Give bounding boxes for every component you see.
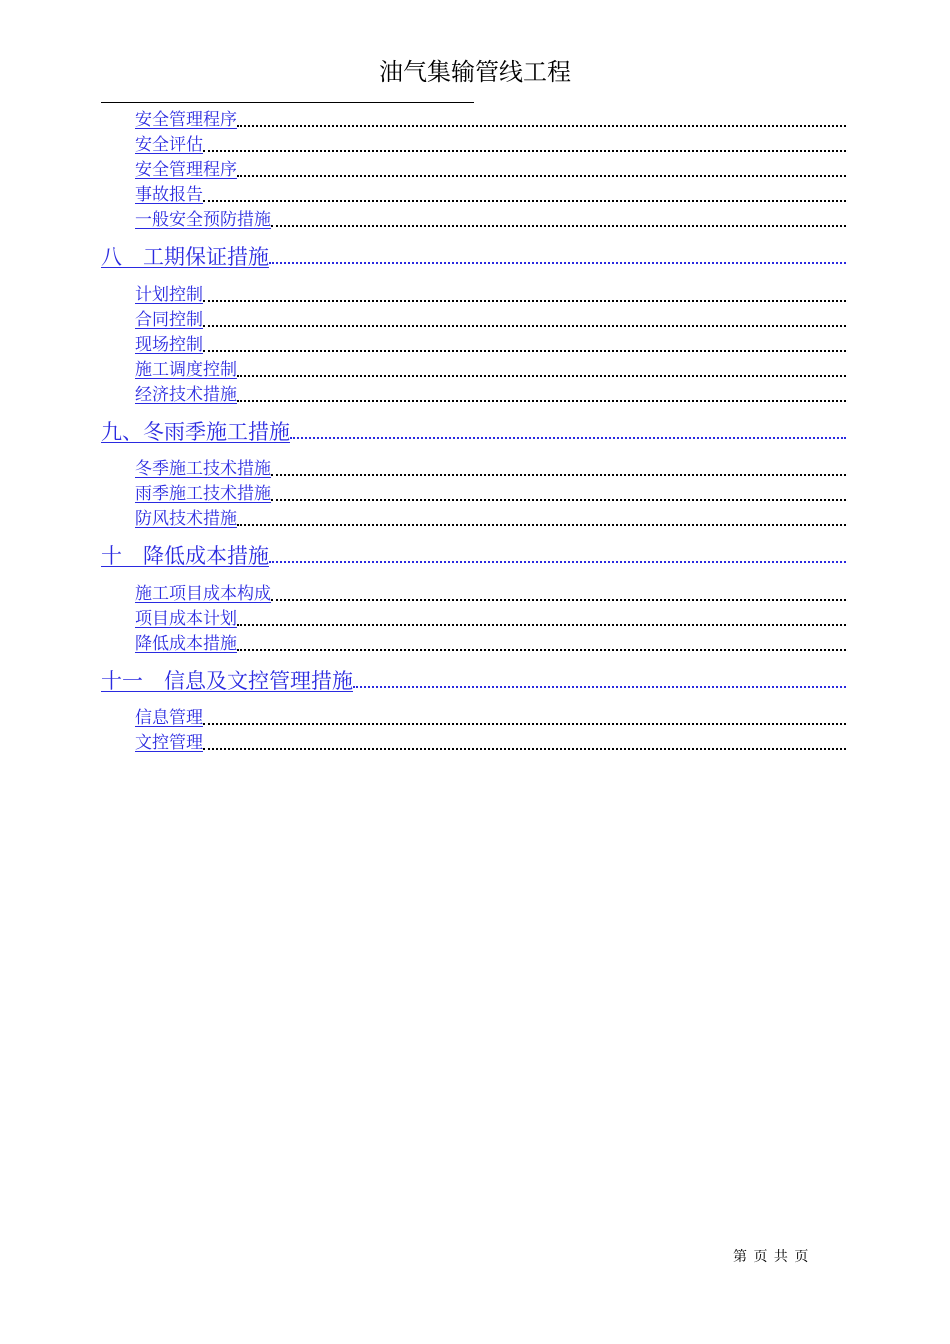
toc-dot-leader	[237, 110, 846, 127]
toc-dot-leader	[269, 245, 846, 266]
toc-item[interactable]	[135, 334, 846, 356]
toc-item-label[interactable]: 安全管理程序	[135, 160, 237, 180]
toc-item-label[interactable]: 信息管理	[135, 708, 203, 728]
toc-item[interactable]	[135, 134, 846, 156]
toc-section[interactable]	[101, 243, 846, 271]
toc-item-label[interactable]: 经济技术措施	[135, 385, 237, 405]
toc-dot-leader	[203, 285, 846, 302]
toc-item-label[interactable]: 施工项目成本构成	[135, 584, 271, 604]
toc-item[interactable]	[135, 707, 846, 729]
toc-item-label[interactable]: 事故报告	[135, 185, 203, 205]
toc-item[interactable]	[135, 159, 846, 181]
toc-section[interactable]	[101, 542, 846, 570]
toc-dot-leader	[203, 310, 846, 327]
toc-section-label[interactable]: 十一 信息及文控管理措施	[101, 669, 353, 693]
toc-item[interactable]	[135, 732, 846, 754]
toc-dot-leader	[203, 135, 846, 152]
toc-dot-leader	[290, 420, 846, 441]
toc-item[interactable]	[135, 184, 846, 206]
toc-item-label[interactable]: 降低成本措施	[135, 634, 237, 654]
toc-item[interactable]	[135, 384, 846, 406]
toc-dot-leader	[271, 484, 846, 501]
toc-dot-leader	[237, 509, 846, 526]
toc-section-label[interactable]: 十 降低成本措施	[101, 544, 269, 568]
toc-dot-leader	[271, 584, 846, 601]
toc-item-label[interactable]: 雨季施工技术措施	[135, 484, 271, 504]
toc-item-label[interactable]: 项目成本计划	[135, 609, 237, 629]
toc-item-label[interactable]: 安全评估	[135, 135, 203, 155]
toc-section[interactable]	[101, 418, 846, 446]
toc-dot-leader	[237, 609, 846, 626]
toc-dot-leader	[271, 459, 846, 476]
toc-section[interactable]	[101, 667, 846, 695]
toc-dot-leader	[237, 160, 846, 177]
header-rule	[101, 102, 474, 103]
toc-section-label[interactable]: 九、冬雨季施工措施	[101, 420, 290, 444]
toc-item[interactable]	[135, 633, 846, 655]
toc-dot-leader	[203, 708, 846, 725]
toc-item[interactable]	[135, 608, 846, 630]
toc-dot-leader	[237, 634, 846, 651]
toc-item[interactable]	[135, 284, 846, 306]
toc-dot-leader	[203, 733, 846, 750]
toc-dot-leader	[269, 544, 846, 565]
toc-dot-leader	[237, 385, 846, 402]
toc-item[interactable]	[135, 109, 846, 131]
toc-dot-leader	[203, 335, 846, 352]
toc-item-label[interactable]: 防风技术措施	[135, 509, 237, 529]
toc-section-label[interactable]: 八 工期保证措施	[101, 245, 269, 269]
toc-item[interactable]	[135, 583, 846, 605]
toc-item[interactable]	[135, 359, 846, 381]
toc-item[interactable]	[135, 508, 846, 530]
toc-item-label[interactable]: 合同控制	[135, 310, 203, 330]
toc-item[interactable]	[135, 209, 846, 231]
toc-dot-leader	[203, 185, 846, 202]
page-title: 油气集输管线工程	[379, 58, 571, 86]
toc-item[interactable]	[135, 458, 846, 480]
toc-dot-leader	[271, 210, 846, 227]
toc-item[interactable]	[135, 309, 846, 331]
toc-item-label[interactable]: 一般安全预防措施	[135, 210, 271, 230]
toc-item-label[interactable]: 计划控制	[135, 285, 203, 305]
toc-dot-leader	[353, 669, 846, 690]
toc-dot-leader	[237, 360, 846, 377]
toc-item-label[interactable]: 施工调度控制	[135, 360, 237, 380]
toc-item-label[interactable]: 文控管理	[135, 733, 203, 753]
toc-item-label[interactable]: 现场控制	[135, 335, 203, 355]
toc-item-label[interactable]: 安全管理程序	[135, 110, 237, 130]
page-footer: 第 页 共 页	[733, 1249, 810, 1265]
toc-item[interactable]	[135, 483, 846, 505]
toc-item-label[interactable]: 冬季施工技术措施	[135, 459, 271, 479]
